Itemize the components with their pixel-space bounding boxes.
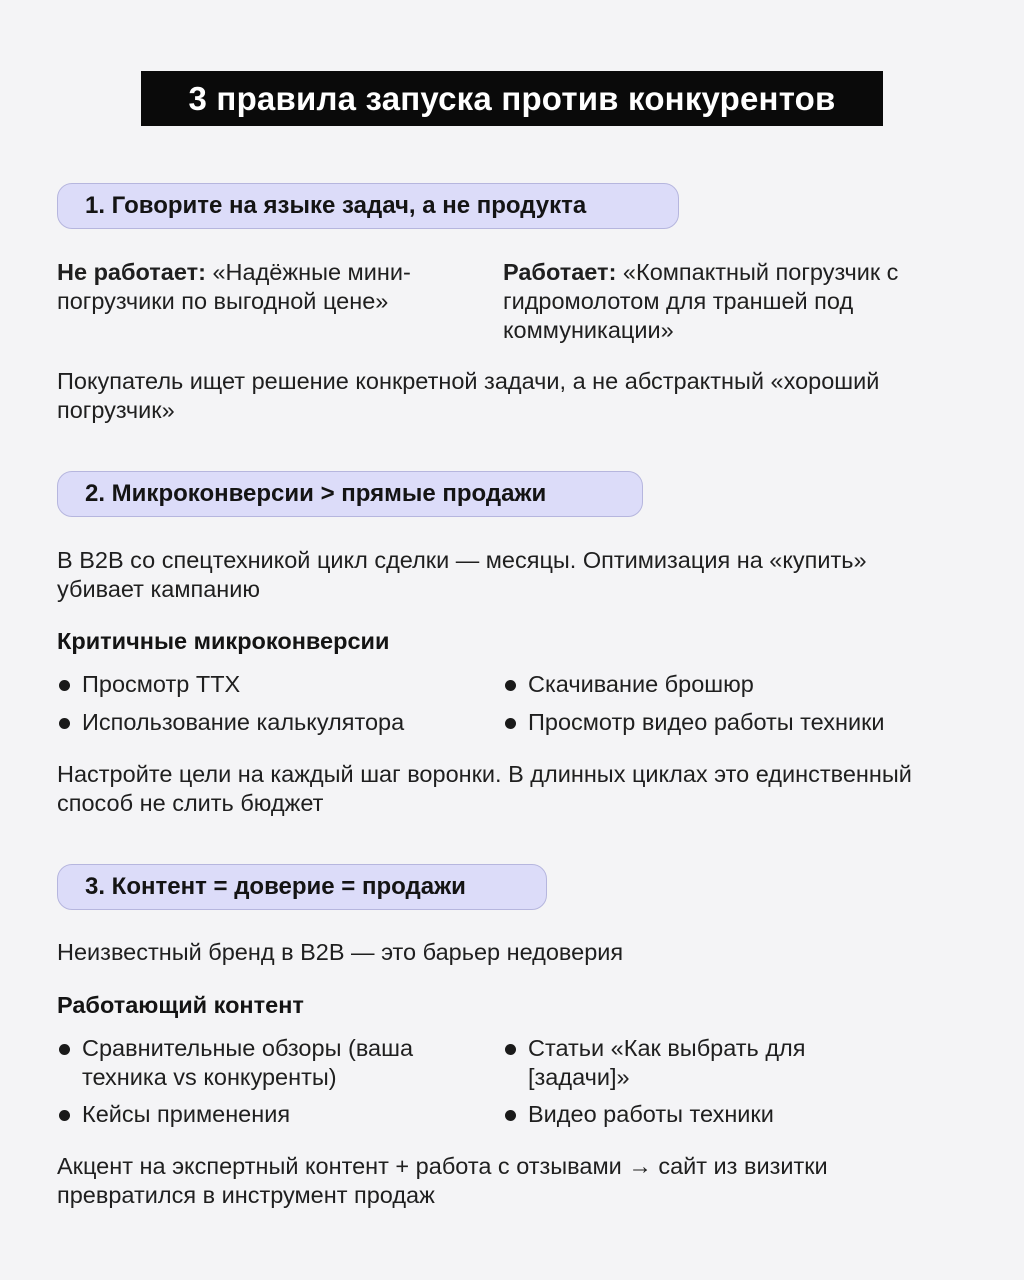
page-title: 3 правила запуска против конкурентов — [141, 71, 883, 126]
section-2-note: Настройте цели на каждый шаг воронки. В длинных циклах это единственный способ не слить бюджет — [57, 761, 912, 816]
bullet-icon — [59, 718, 70, 729]
list-item: Видео работы техники — [503, 1100, 978, 1129]
list-item: Просмотр ТТХ — [57, 670, 502, 699]
section-2-subheading: Критичные микроконверсии — [57, 628, 390, 654]
list-item: Сравнительные обзоры (ваша техника vs конкуренты) — [57, 1034, 492, 1092]
section-2-heading: 2. Микроконверсии > прямые продажи — [57, 471, 643, 517]
bullet-icon — [59, 680, 70, 691]
bullet-icon — [59, 1044, 70, 1055]
section-1-heading: 1. Говорите на языке задач, а не продукта — [57, 183, 679, 229]
bullet-icon — [505, 1044, 516, 1055]
not-works-example — [57, 258, 477, 316]
section-3-subheading: Работающий контент — [57, 992, 304, 1018]
bullet-icon — [505, 1110, 516, 1121]
section-3-intro: Неизвестный бренд в B2B — это барьер недоверия — [57, 939, 624, 965]
bullet-icon — [59, 1110, 70, 1121]
works-example — [503, 258, 953, 345]
list-item: Скачивание брошюр — [503, 670, 978, 699]
not-works-label: Не работает: — [57, 259, 206, 285]
section-1-note: Покупатель ищет решение конкретной задачи, а не абстрактный «хороший погрузчик» — [57, 368, 880, 423]
list-item: Статьи «Как выбрать для [задачи]» — [503, 1034, 858, 1092]
works-label: Работает: — [503, 259, 617, 285]
list-item: Использование калькулятора — [57, 708, 502, 737]
list-item: Просмотр видео работы техники — [503, 708, 988, 737]
list-item: Кейсы применения — [57, 1100, 502, 1129]
bullet-icon — [505, 718, 516, 729]
works-text: «Компактный погрузчик с гидромолотом для траншей под коммуникации» — [503, 259, 899, 343]
section-2-intro: В B2B со спецтехникой цикл сделки — месяцы. Оптимизация на «купить» убивает кампанию — [57, 547, 867, 602]
not-works-text: «Надёжные мини-погрузчики по выгодной цене» — [57, 259, 411, 314]
section-3-heading: 3. Контент = доверие = продажи — [57, 864, 547, 910]
bullet-icon — [505, 680, 516, 691]
section-3-note: Акцент на экспертный контент + работа с отзывами → сайт из визитки превратился в инструмент продаж — [57, 1153, 828, 1208]
